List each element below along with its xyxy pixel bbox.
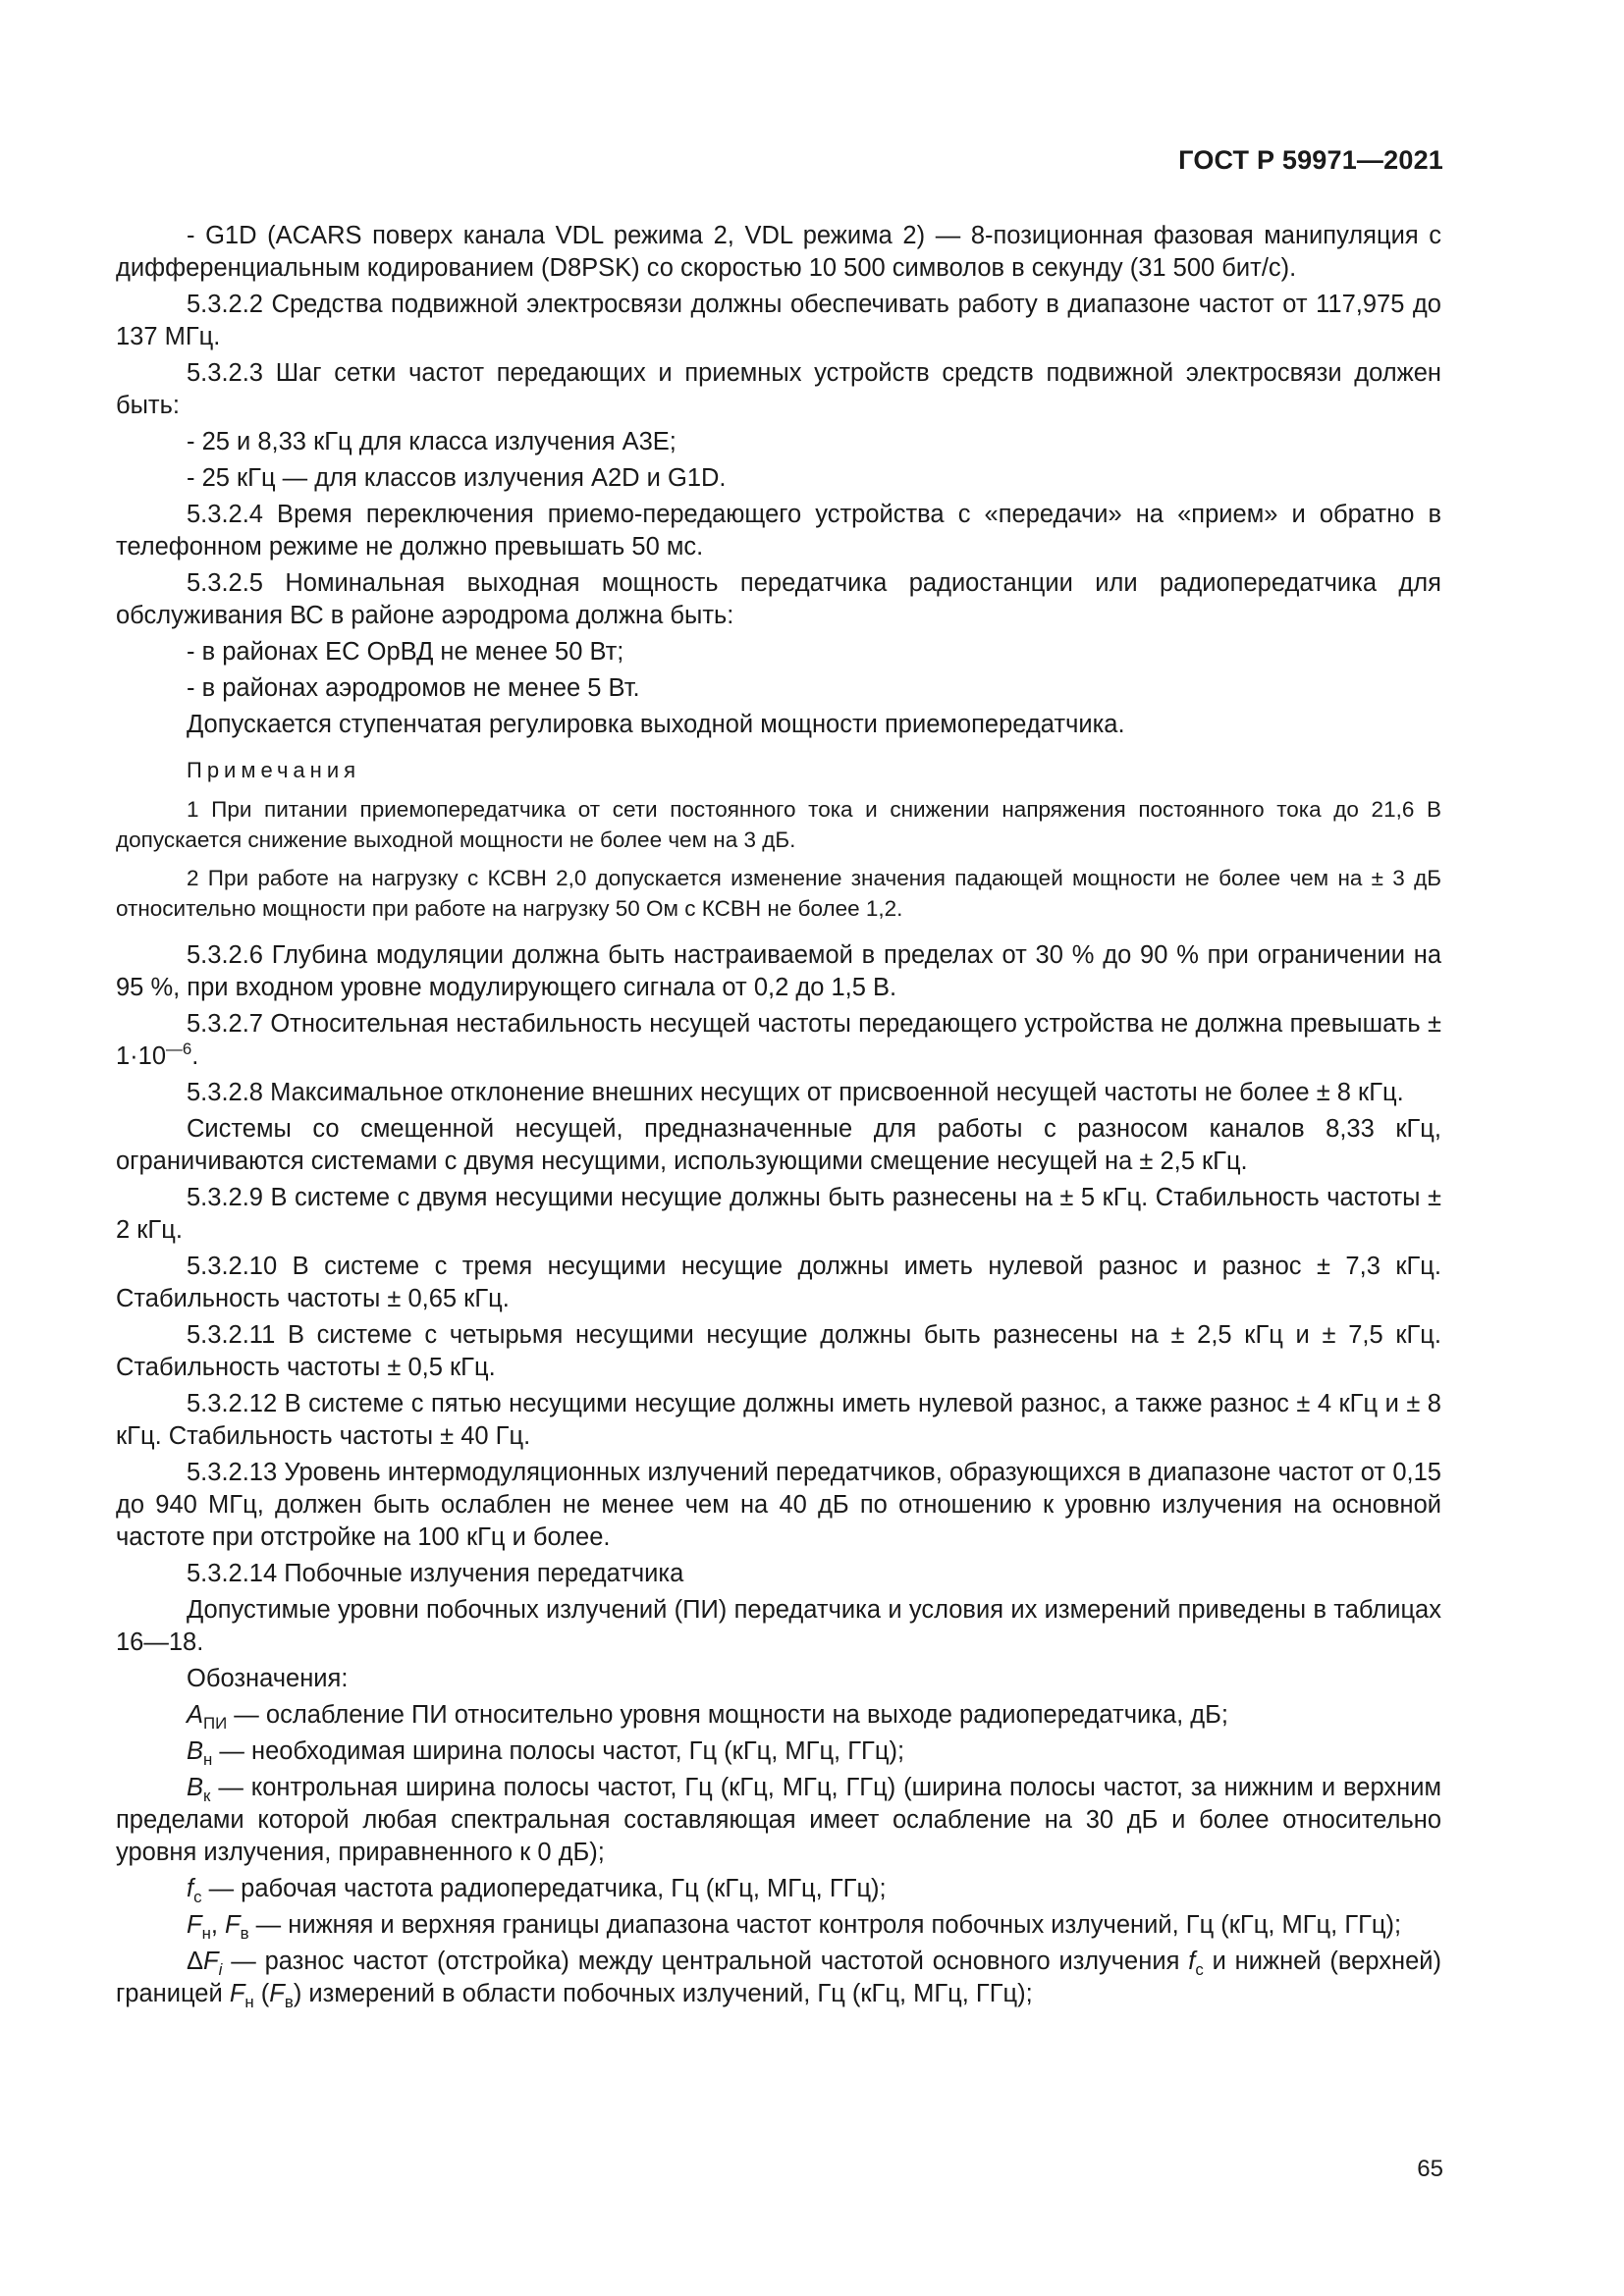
definition-text: — контрольная ширина полосы частот, Гц (кГц, МГц, ГГц) (ширина полосы частот, за нижним и верхним пределами которой любая спектральная составляющая имеет ослабление на 30 дБ и более относительно уровня излучения, приравненного к 0 дБ); (116, 1774, 1441, 1866)
subscript: i (218, 1959, 223, 1979)
symbol: F (269, 1980, 285, 2007)
symbol: F (203, 1948, 219, 1975)
clause-5-3-2-4: 5.3.2.4 Время переключения приемо-передающего устройства с «передачи» на «прием» и обратно в телефонном режиме не должно превышать 50 мс. (116, 501, 1441, 561)
subscript: в (284, 1992, 294, 2011)
list-item: - в районах ЕС ОрВД не менее 50 Вт; (187, 638, 624, 666)
subscript: н (203, 1749, 213, 1769)
definition-f-n-f-v (116, 1909, 1441, 1942)
paragraph: Системы со смещенной несущей, предназначенные для работы с разносом каналов 8,33 кГц, ограничиваются системами с двумя несущими, использующими смещение несущей на ± 2,5 кГц. (116, 1115, 1441, 1175)
designations-title: Обозначения: (187, 1665, 349, 1692)
symbol: F (187, 1911, 202, 1939)
definition-f-c (116, 1873, 1441, 1905)
clause-5-3-2-3: 5.3.2.3 Шаг сетки частот передающих и приемных устройств средств подвижной электросвязи должен быть: (116, 359, 1441, 419)
clause-5-3-2-12: 5.3.2.12 В системе с пятью несущими несущие должны иметь нулевой разнос, а также разнос ± 4 кГц и ± 8 кГц. Стабильность частоты ± 40 Гц. (116, 1390, 1441, 1450)
list-item: - 25 кГц — для классов излучения A2D и G1D. (187, 464, 727, 492)
symbol: B (187, 1737, 204, 1765)
list-item: - в районах аэродромов не менее 5 Вт. (187, 674, 640, 702)
definition-text: — ослабление ПИ относительно уровня мощности на выходе радиопередатчика, дБ; (227, 1701, 1228, 1729)
list-item: - 25 и 8,33 кГц для класса излучения А3Е; (187, 428, 677, 455)
subscript: к (203, 1786, 211, 1805)
period: . (191, 1042, 199, 1070)
symbol: B (187, 1774, 204, 1801)
symbol: f (1188, 1948, 1196, 1975)
subscript: н (244, 1992, 254, 2011)
note-2: 2 При работе на нагрузку с КСВН 2,0 допускается изменение значения падающей мощности не более чем на ± 3 дБ относительно мощности при работе на нагрузку 50 Ом с КСВН не более 1,2. (116, 866, 1441, 921)
notes-title: Примечания (187, 758, 361, 782)
definition-b-n (116, 1735, 1441, 1768)
clause-5-3-2-7 (116, 1008, 1441, 1073)
standard-header: ГОСТ Р 59971—2021 (1178, 145, 1443, 175)
definition-text: и нижней (верхней) границей (116, 1948, 1441, 2007)
paragraph: Допускается ступенчатая регулировка выходной мощности приемопередатчика. (187, 711, 1125, 738)
symbol: f (187, 1875, 194, 1902)
separator: , (210, 1911, 226, 1939)
definition-text: — нижняя и верхняя границы диапазона частот контроля побочных излучений, Гц (кГц, МГц, ГГц); (248, 1911, 1402, 1939)
note-1: 1 При питании приемопередатчика от сети постоянного тока и снижении напряжения постоянного тока до 21,6 В допускается снижение выходной мощности не более чем на 3 дБ. (116, 797, 1441, 852)
subscript: н (201, 1923, 211, 1943)
subscript: в (240, 1923, 249, 1943)
definition-text: — рабочая частота радиопередатчика, Гц (кГц, МГц, ГГц); (201, 1875, 887, 1902)
page-number: 65 (1417, 2156, 1443, 2182)
clause-5-3-2-6: 5.3.2.6 Глубина модуляции должна быть настраиваемой в пределах от 30 % до 90 % при ограничении на 95 %, при входном уровне модулирующего сигнала от 0,2 до 1,5 В. (116, 941, 1441, 1001)
clause-5-3-2-8: 5.3.2.8 Максимальное отклонение внешних несущих от присвоенной несущей частоты не более ± 8 кГц. (187, 1079, 1404, 1106)
clause-5-3-2-11: 5.3.2.11 В системе с четырьмя несущими несущие должны быть разнесены на ± 2,5 кГц и ± 7,5 кГц. Стабильность частоты ± 0,5 кГц. (116, 1321, 1441, 1381)
definition-text: — необходимая ширина полосы частот, Гц (кГц, МГц, ГГц); (212, 1737, 905, 1765)
subscript: c (1195, 1959, 1204, 1979)
subscript: c (193, 1887, 202, 1906)
paragraph: Допустимые уровни побочных излучений (ПИ) передатчика и условия их измерений приведены в таблицах 16—18. (116, 1596, 1441, 1656)
symbol: F (229, 1980, 245, 2007)
clause-5-3-2-13: 5.3.2.13 Уровень интермодуляционных излучений передатчиков, образующихся в диапазоне частот от 0,15 до 940 МГц, должен быть ослаблен не менее чем на 40 дБ по отношению к уровню излучения на основной частоте при отстройке на 100 кГц и более. (116, 1459, 1441, 1551)
clause-5-3-2-2: 5.3.2.2 Средства подвижной электросвязи должны обеспечивать работу в диапазоне частот от 117,975 до 137 МГц. (116, 291, 1441, 350)
paragraph: - G1D (ACARS поверх канала VDL режима 2, VDL режима 2) — 8-позиционная фазовая манипуляция с дифференциальным кодированием (D8PSK) со скоростью 10 500 символов в секунду (31 500 бит/с). (116, 222, 1441, 282)
exponent: —6 (166, 1039, 192, 1058)
definition-b-k (116, 1772, 1441, 1869)
definition-text: ) измерений в области побочных излучений, Гц (кГц, МГц, ГГц); (293, 1980, 1033, 2007)
definition-text: — разнос частот (отстройка) между центральной частотой основного излучения (222, 1948, 1189, 1975)
delta-symbol: Δ (187, 1948, 204, 1975)
clause-text: 5.3.2.7 Относительная нестабильность несущей частоты передающего устройства не должна превышать ± 1·10 (116, 1010, 1441, 1070)
clause-5-3-2-14: 5.3.2.14 Побочные излучения передатчика (187, 1560, 684, 1587)
clause-5-3-2-9: 5.3.2.9 В системе с двумя несущими несущие должны быть разнесены на ± 5 кГц. Стабильность частоты ± 2 кГц. (116, 1184, 1441, 1244)
paren: ( (253, 1980, 270, 2007)
symbol: F (225, 1911, 241, 1939)
definition-delta-f-i (116, 1946, 1441, 2010)
clause-5-3-2-10: 5.3.2.10 В системе с тремя несущими несущие должны иметь нулевой разнос и разнос ± 7,3 кГц. Стабильность частоты ± 0,65 кГц. (116, 1253, 1441, 1312)
document-body (116, 220, 1441, 2010)
subscript: ПИ (203, 1713, 228, 1733)
clause-5-3-2-5: 5.3.2.5 Номинальная выходная мощность передатчика радиостанции или радиопередатчика для обслуживания ВС в районе аэродрома должна быть: (116, 569, 1441, 629)
symbol: A (187, 1701, 204, 1729)
definition-a-pi (116, 1699, 1441, 1732)
